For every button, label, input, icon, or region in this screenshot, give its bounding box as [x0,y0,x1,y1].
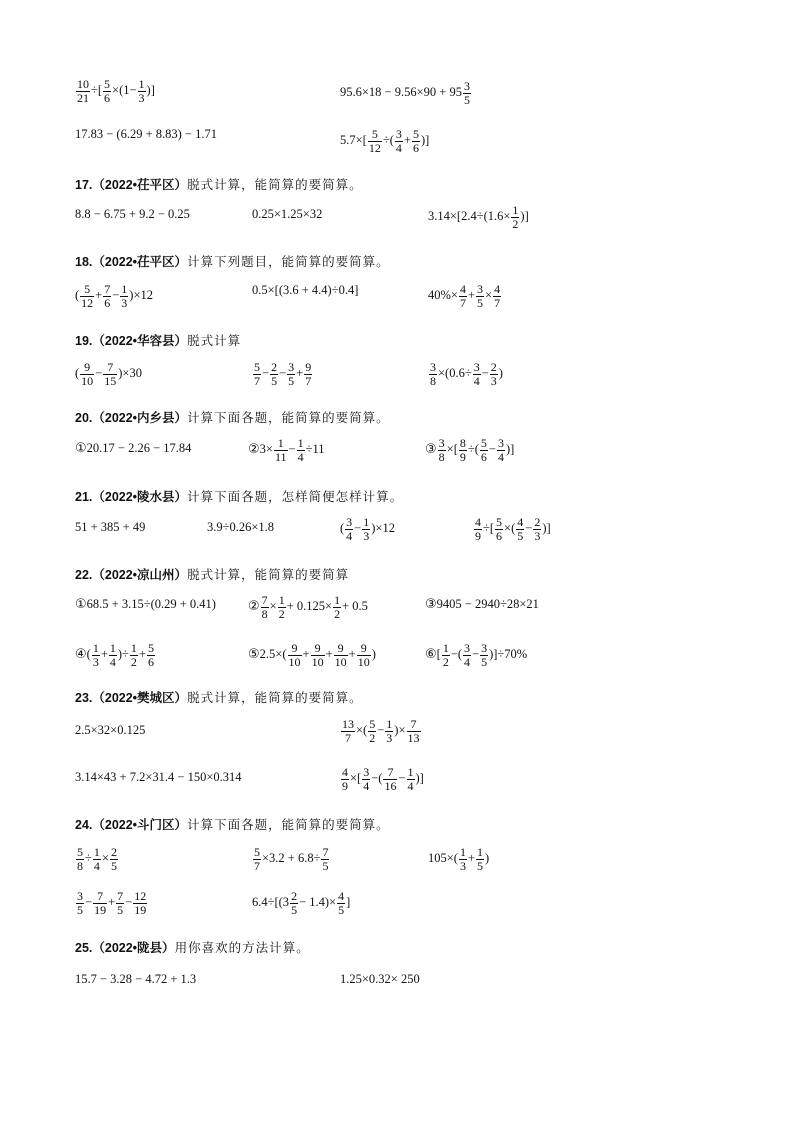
fraction: $\frac{3}{4}$ [363,765,370,793]
question-25-heading: 25.（2022•陇县）用你喜欢的方法计算。 [75,940,310,955]
fraction: $\frac{7}{6}$ [104,282,111,310]
fraction: $\frac{12}{19}$ [134,889,147,917]
fraction: $\frac{3}{4}$ [395,127,402,155]
fraction: $\frac{2}{5}$ [110,845,117,873]
expression-9: 0.5×[(3.6 + 4.4)÷0.4] [252,283,359,297]
expression-8: ( $\frac{5}{12}$ + $\frac{7}{6}$ − $\frac{1}{3}$ )×12 [75,282,154,310]
expression-3: 17.83 − (6.29 + 8.83) − 1.71 [75,127,217,141]
fraction: $\frac{2}{5}$ [271,360,278,388]
expression-27: 2.5×32×0.125 [75,723,146,737]
fraction: $\frac{3}{4}$ [473,360,480,388]
expression-36: 15.7 − 3.28 − 4.72 + 1.3 [75,972,197,986]
fraction: $\frac{7}{15}$ [104,360,117,388]
fraction: $\frac{3}{4}$ [497,436,504,464]
fraction: $\frac{5}{6}$ [147,641,154,669]
expression-24: ④( $\frac{1}{3}$ + $\frac{1}{4}$ )÷ $\frac{1}{2}$ + $\frac{5}{6}$ [75,641,154,669]
expression-35: 6.4÷[(3 $\frac{2}{5}$ − 1.4)× $\frac{4}{5}$ ] [252,889,351,917]
expression-5: 8.8 − 6.75 + 9.2 − 0.25 [75,207,190,221]
fraction: $\frac{4}{5}$ [338,889,345,917]
question-17-heading: 17.（2022•茌平区）脱式计算，能简算的要简算。 [75,177,363,192]
fraction: $\frac{3}{5}$ [481,641,488,669]
fraction: $\frac{2}{3}$ [534,515,541,543]
question-21-heading: 21.（2022•陵水县）计算下面各题，怎样简便怎样计算。 [75,489,404,504]
expression-25: ⑤2.5×( $\frac{9}{10}$ + $\frac{9}{10}$ + $\frac{9}{10}$ + $\frac{9}{10}$ ) [248,641,376,669]
expression-37: 1.25×0.32× 250 [340,972,420,986]
fraction: $\frac{13}{7}$ [342,717,354,745]
fraction: $\frac{1}{4}$ [93,845,100,873]
fraction: $\frac{3}{4}$ [464,641,471,669]
fraction: $\frac{3}{4}$ [346,515,353,543]
fraction: $\frac{1}{3}$ [459,845,466,873]
question-20-heading: 20.（2022•内乡县）计算下面各题，能简算的要简算。 [75,410,390,425]
expression-12: $\frac{5}{7}$ − $\frac{2}{5}$ − $\frac{3}{5}$ + $\frac{9}{7}$ [254,360,312,388]
expression-2: 95.6×18 − 9.56×90 + 95 $\frac{3}{5}$ [340,79,470,107]
fraction: $\frac{1}{3}$ [121,282,128,310]
expression-17: 51 + 385 + 49 [75,520,146,534]
fraction: $\frac{1}{11}$ [274,436,287,464]
fraction: $\frac{4}{9}$ [475,515,481,543]
expression-26: ⑥[ $\frac{1}{2}$ −( $\frac{3}{4}$ − $\frac{3}{5}$ )]÷70% [425,641,528,669]
question-22-heading: 22.（2022•凉山州）脱式计算，能简算的要简算 [75,567,350,582]
fraction: $\frac{4}{9}$ [342,765,348,793]
fraction: $\frac{1}{2}$ [334,593,341,621]
fraction: $\frac{2}{3}$ [490,360,497,388]
fraction: $\frac{5}{6}$ [496,515,503,543]
question-23-heading: 23.（2022•樊城区）脱式计算，能简算的要简算。 [75,690,363,705]
fraction: $\frac{5}{8}$ [77,845,83,873]
fraction: $\frac{7}{5}$ [322,845,329,873]
fraction: $\frac{3}{8}$ [430,360,436,388]
fraction: $\frac{2}{5}$ [291,889,298,917]
fraction: $\frac{1}{2}$ [130,641,137,669]
expression-15: ②3× $\frac{1}{11}$ − $\frac{1}{4}$ ÷11 [248,436,325,464]
expression-34: $\frac{3}{5}$ − $\frac{7}{19}$ + $\frac{7}{5}$ − $\frac{12}{19}$ [77,889,147,917]
expression-13: $\frac{3}{8}$ ×(0.6÷ $\frac{3}{4}$ − $\frac{2}{3}$ ) [430,360,503,388]
expression-16: ③ $\frac{3}{8}$ ×[ $\frac{8}{9}$ ÷( $\frac{5}{6}$ − $\frac{3}{4}$ )] [425,436,515,464]
fraction: $\frac{9}{10}$ [311,641,324,669]
fraction: $\frac{1}{4}$ [297,436,304,464]
question-19-heading: 19.（2022•华容县）脱式计算 [75,333,242,348]
expression-18: 3.9÷0.26×1.8 [207,520,275,534]
fraction: $\frac{5}{2}$ [369,717,376,745]
fraction: $\frac{9}{7}$ [305,360,312,388]
fraction: $\frac{7}{16}$ [384,765,397,793]
fraction: $\frac{8}{9}$ [459,436,466,464]
fraction: $\frac{7}{19}$ [94,889,107,917]
fraction: $\frac{1}{2}$ [512,203,519,231]
fraction: $\frac{5}{6}$ [480,436,487,464]
expression-33: 105×( $\frac{1}{3}$ + $\frac{1}{5}$ ) [428,845,490,873]
expression-4: 5.7×[ $\frac{5}{12}$ ÷( $\frac{3}{4}$ + $\frac{5}{6}$ )] [340,127,430,155]
fraction: $\frac{3}{5}$ [288,360,295,388]
fraction: $\frac{5}{6}$ [104,77,111,105]
fraction: $\frac{5}{6}$ [412,127,419,155]
fraction: $\frac{3}{5}$ [477,282,484,310]
fraction: $\frac{7}{13}$ [407,717,420,745]
expression-28: $\frac{13}{7}$ ×( $\frac{5}{2}$ − $\frac{1}{3}$ )× $\frac{7}{13}$ [342,717,420,745]
expression-22: ② $\frac{7}{8}$ × $\frac{1}{2}$ + 0.125× $\frac{1}{2}$ + 0.5 [248,593,368,621]
fraction: $\frac{1}{4}$ [109,641,116,669]
fraction: $\frac{4}{7}$ [494,282,501,310]
expression-20: $\frac{4}{9}$ ÷[ $\frac{5}{6}$ ×( $\frac{4}{5}$ − $\frac{2}{3}$ )] [475,515,551,543]
fraction: $\frac{10}{21}$ [77,77,89,105]
fraction: $\frac{1}{3}$ [386,717,393,745]
fraction: $\frac{5}{12}$ [368,127,381,155]
expression-1: $\frac{10}{21}$ ÷[ $\frac{5}{6}$ ×(1− $\frac{1}{3}$ )] [77,77,155,105]
expression-19: ( $\frac{3}{4}$ − $\frac{1}{3}$ )×12 [340,515,395,543]
fraction: $\frac{1}{3}$ [92,641,99,669]
fraction: $\frac{5}{7}$ [254,360,260,388]
expression-31: $\frac{5}{8}$ ÷ $\frac{1}{4}$ × $\frac{2}{5}$ [77,845,117,873]
question-24-heading: 24.（2022•斗门区）计算下面各题，能简算的要简算。 [75,817,390,832]
fraction: $\frac{1}{3}$ [363,515,370,543]
question-18-heading: 18.（2022•茌平区）计算下列题目，能简算的要简算。 [75,254,390,269]
expression-21: ①68.5 + 3.15÷(0.29 + 0.41) [75,597,216,612]
fraction: $\frac{3}{8}$ [438,436,445,464]
fraction: $\frac{1}{2}$ [442,641,449,669]
fraction: $\frac{1}{4}$ [407,765,414,793]
expression-32: $\frac{5}{7}$ ×3.2 + 6.8÷ $\frac{7}{5}$ [254,845,329,873]
fraction: $\frac{9}{10}$ [334,641,347,669]
expression-7: 3.14×[2.4÷(1.6× $\frac{1}{2}$ )] [428,203,529,231]
fraction: $\frac{7}{8}$ [261,593,268,621]
fraction: $\frac{5}{7}$ [254,845,260,873]
fraction: $\frac{4}{7}$ [459,282,466,310]
fraction: $\frac{3}{5}$ [463,79,470,107]
fraction: $\frac{1}{5}$ [477,845,484,873]
expression-10: 40%× $\frac{4}{7}$ + $\frac{3}{5}$ × $\frac{4}{7}$ [428,282,501,310]
expression-11: ( $\frac{9}{10}$ − $\frac{7}{15}$ )×30 [75,360,142,388]
expression-14: ①20.17 − 2.26 − 17.84 [75,441,192,456]
fraction: $\frac{1}{3}$ [138,77,145,105]
fraction: $\frac{9}{10}$ [288,641,301,669]
expression-29: 3.14×43 + 7.2×31.4 − 150×0.314 [75,770,242,784]
fraction: $\frac{3}{5}$ [77,889,83,917]
expression-30: $\frac{4}{9}$ ×[ $\frac{3}{4}$ −( $\frac{7}{16}$ − $\frac{1}{4}$ )] [342,765,424,793]
fraction: $\frac{9}{10}$ [357,641,370,669]
fraction: $\frac{4}{5}$ [517,515,524,543]
fraction: $\frac{7}{5}$ [117,889,124,917]
fraction: $\frac{1}{2}$ [278,593,285,621]
expression-6: 0.25×1.25×32 [252,207,323,221]
fraction: $\frac{5}{12}$ [81,282,94,310]
fraction: $\frac{9}{10}$ [81,360,94,388]
expression-23: ③9405 − 2940÷28×21 [425,597,539,612]
